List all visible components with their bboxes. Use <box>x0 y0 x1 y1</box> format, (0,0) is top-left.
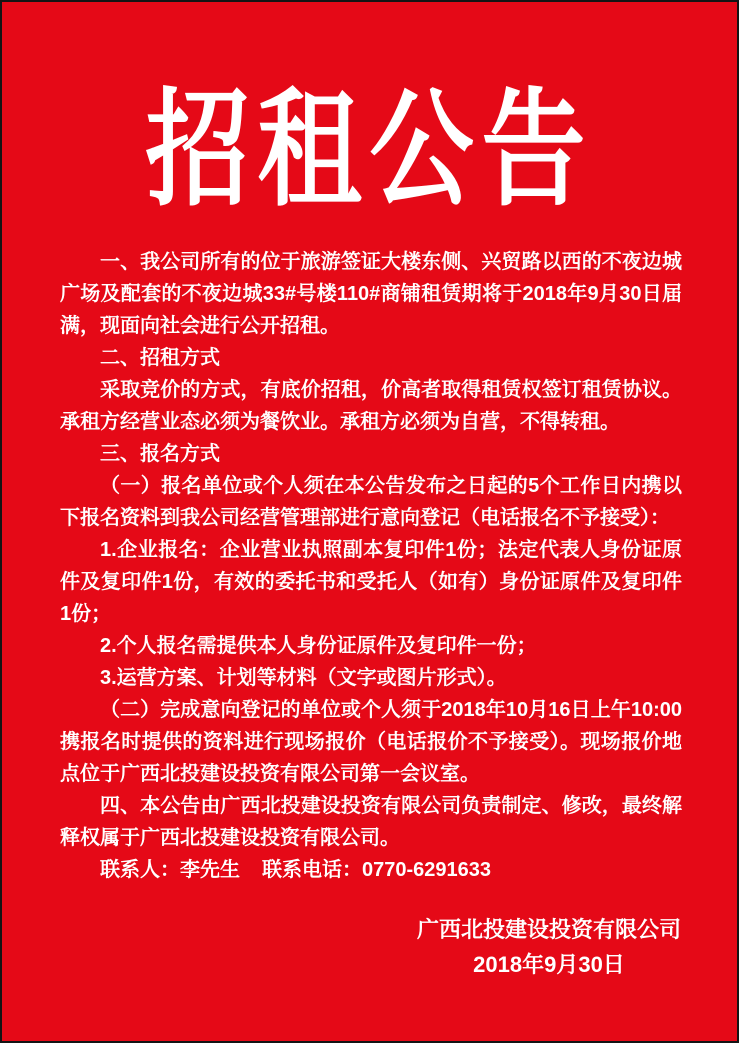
contact-phone-label: 联系电话： <box>262 859 362 881</box>
heading-rental-method: 二、招租方式 <box>100 347 220 369</box>
paragraph-onsite-bidding: （二）完成意向登记的单位或个人须于2018年10月16日上午10:00携报名时提供的资料进行现场报价（电话报价不予接受）。现场报价地点位于广西北投建设投资有限公司第一会议室。 <box>60 699 682 785</box>
paragraph-method-detail: 采取竞价的方式，有底价招租，价高者取得租赁权签订租赁协议。承租方经营业态必须为餐饮业。承租方必须为自营，不得转租。 <box>60 379 682 433</box>
signature-company-name: 广西北投建设投资有限公司 <box>416 917 681 942</box>
paragraph-property-intro: 一、我公司所有的位于旅游签证大楼东侧、兴贸路以西的不夜边城广场及配套的不夜边城33#号楼110#商铺租赁期将于2018年9月30日届满，现面向社会进行公开招租。 <box>60 251 682 337</box>
paragraph-signup-intent: （一）报名单位或个人须在本公告发布之日起的5个工作日内携以下报名资料到我公司经营管理部进行意向登记（电话报名不予接受）： <box>60 475 682 529</box>
heading-signup-method: 三、报名方式 <box>100 443 220 465</box>
list-item-individual-signup: 2.个人报名需提供本人身份证原件及复印件一份； <box>100 635 537 657</box>
poster-title-row <box>2 73 737 224</box>
announcement-body <box>60 246 682 886</box>
contact-line <box>60 854 682 886</box>
paragraph-interpretation-rights: 四、本公告由广西北投建设投资有限公司负责制定、修改，最终解释权属于广西北投建设投资有限公司。 <box>60 795 682 849</box>
contact-person-name: 李先生 <box>180 859 240 881</box>
poster-title: 招租公告 <box>145 73 594 224</box>
signature-date: 2018年9月30日 <box>473 952 625 977</box>
contact-person-label: 联系人： <box>100 859 180 881</box>
list-item-company-signup: 1.企业报名：企业营业执照副本复印件1份；法定代表人身份证原件及复印件1份，有效的委托书和受托人（如有）身份证原件及复印件1份； <box>60 539 682 625</box>
signature-inner <box>417 912 681 982</box>
contact-phone-number: 0770-6291633 <box>362 859 492 881</box>
list-item-operation-plan: 3.运营方案、计划等材料（文字或图片形式）。 <box>100 667 507 689</box>
signature-block <box>2 912 681 982</box>
